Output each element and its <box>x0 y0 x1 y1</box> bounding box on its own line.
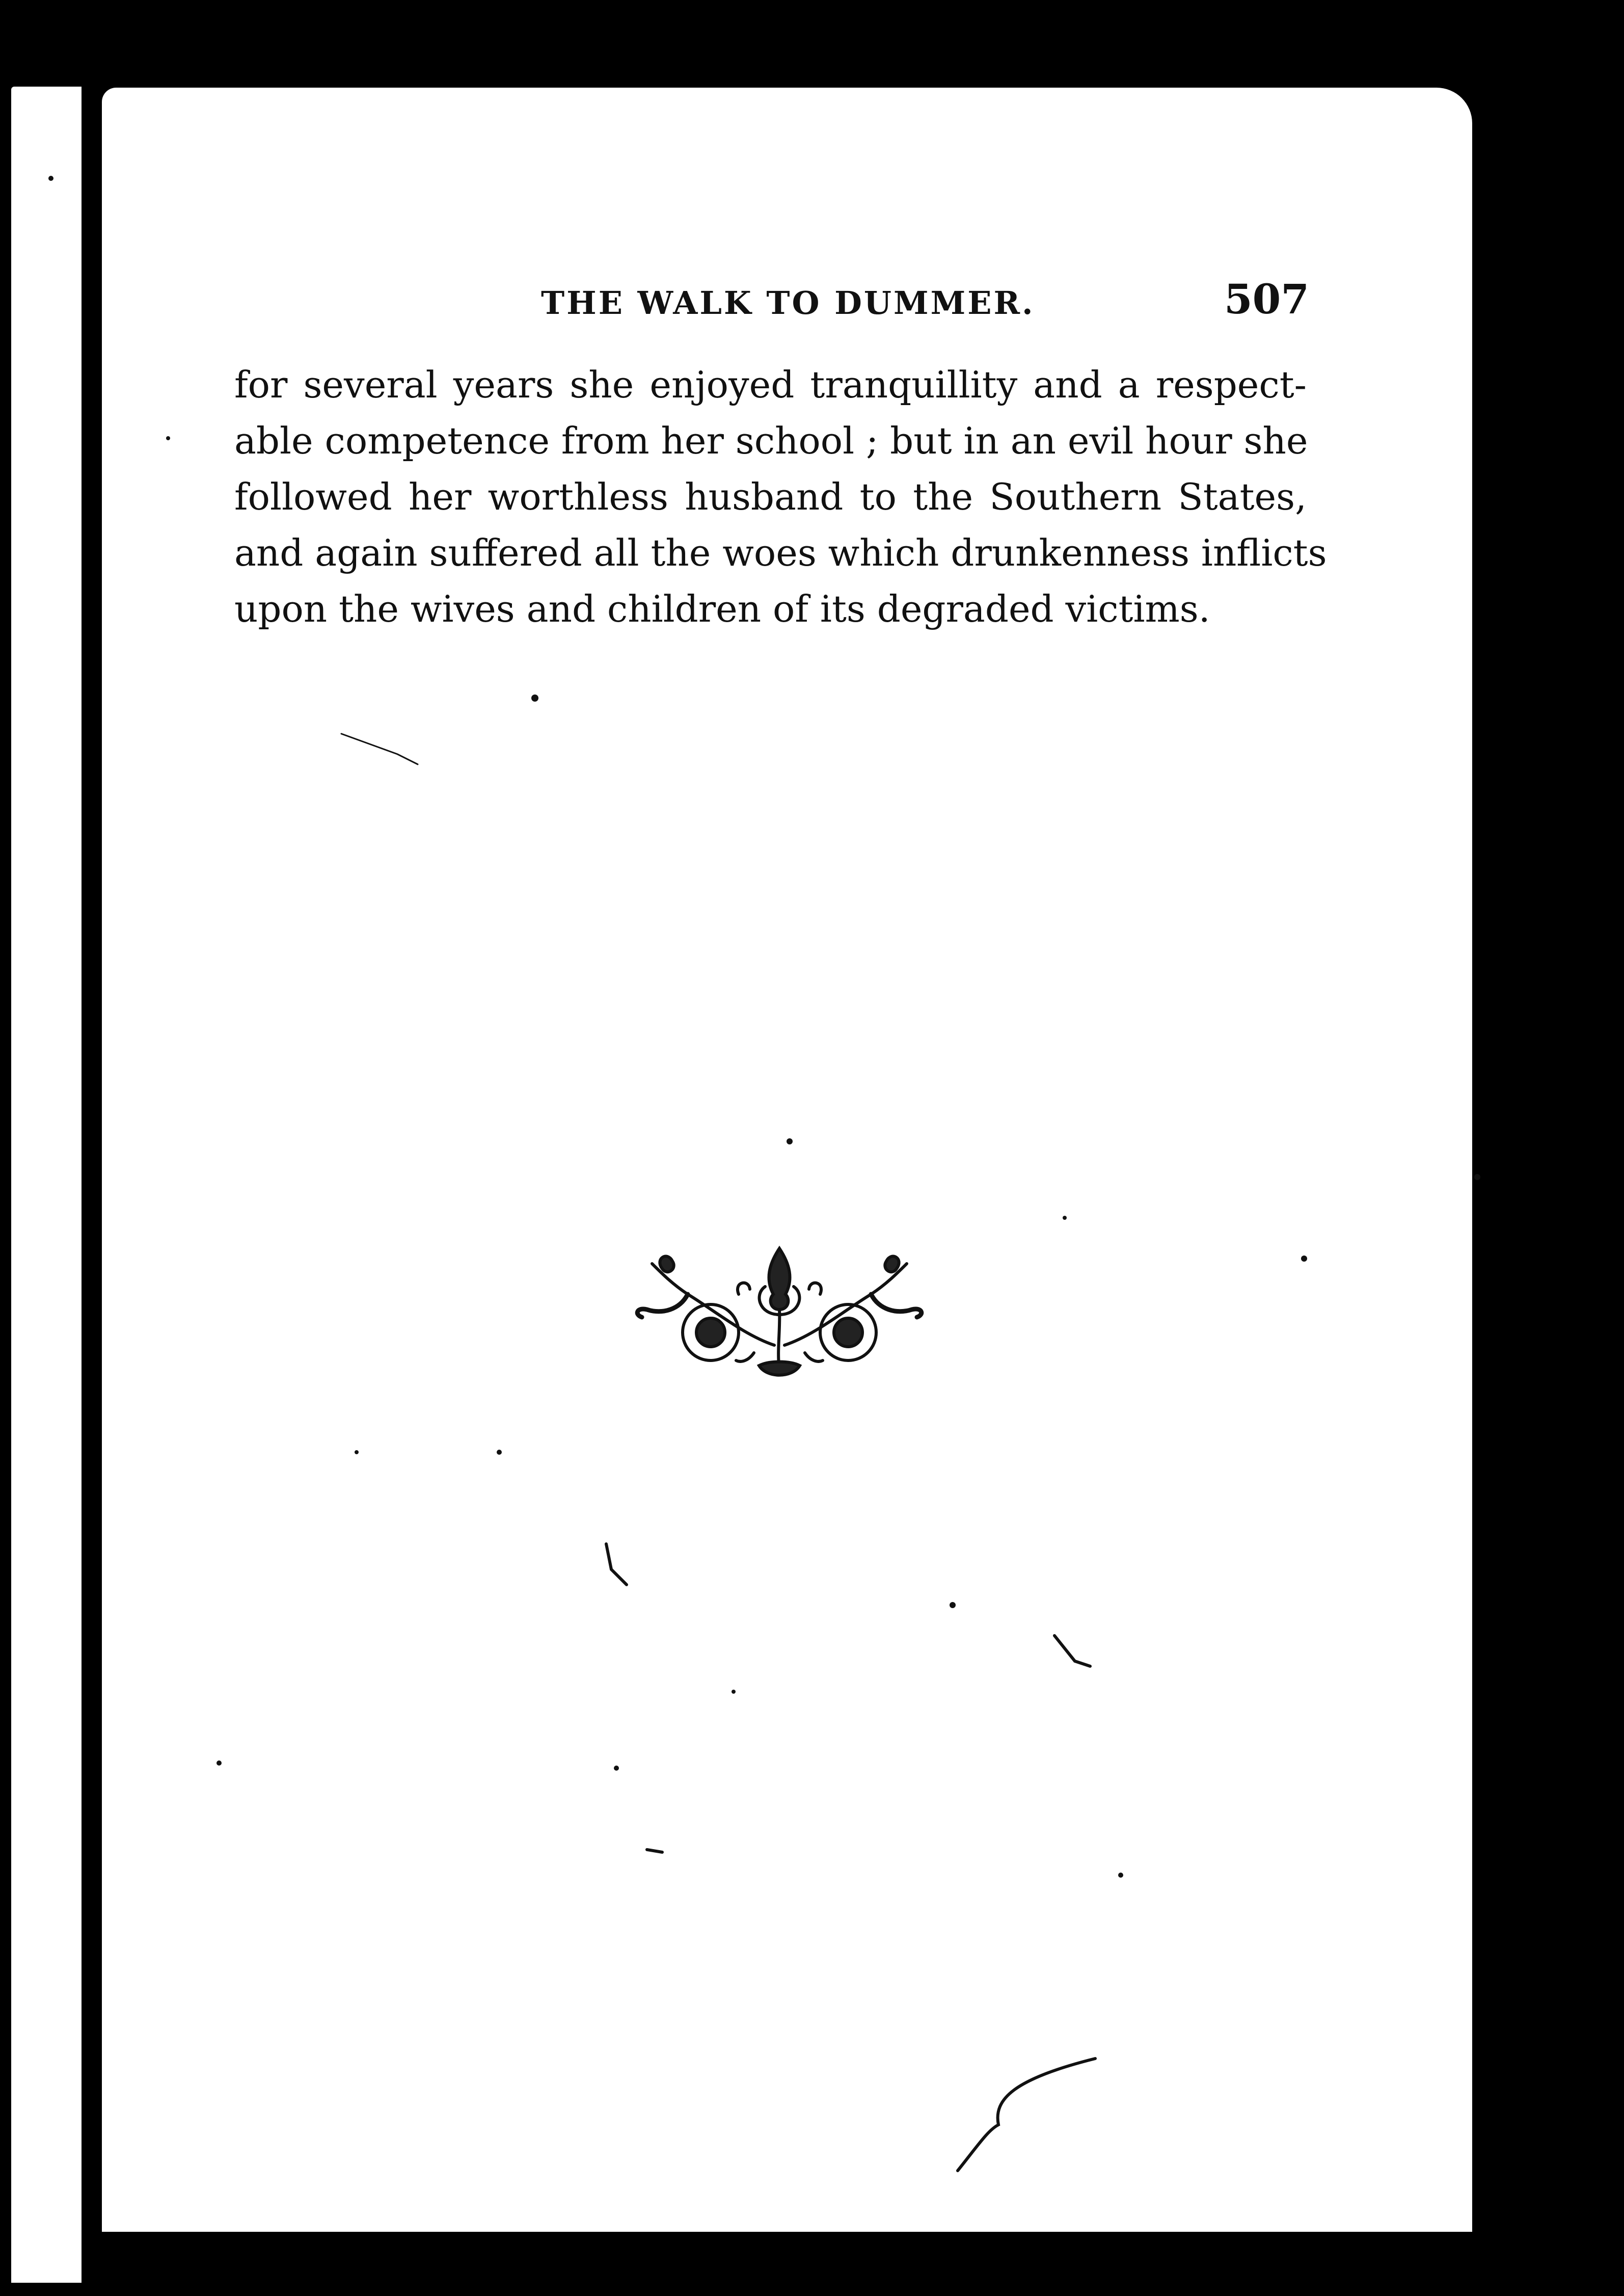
body-text <box>234 357 1327 637</box>
running-head: THE WALK TO DUMMER. <box>541 284 1035 322</box>
floral-ornament-icon <box>632 1233 927 1381</box>
page-header <box>235 275 1309 325</box>
text-line: able competence from her school ; but in an evil hour she <box>234 419 1308 462</box>
facing-page-edge <box>11 87 82 2283</box>
text-line: for several years she enjoyed tranquillity and a respect- <box>234 363 1307 406</box>
page-number: 507 <box>1224 275 1309 323</box>
text-line: upon the wives and children of its degraded victims. <box>234 588 1210 630</box>
text-line: and again suffered all the woes which drunkenness inflicts <box>234 531 1327 574</box>
text-line: followed her worthless husband to the Southern States, <box>234 475 1307 518</box>
